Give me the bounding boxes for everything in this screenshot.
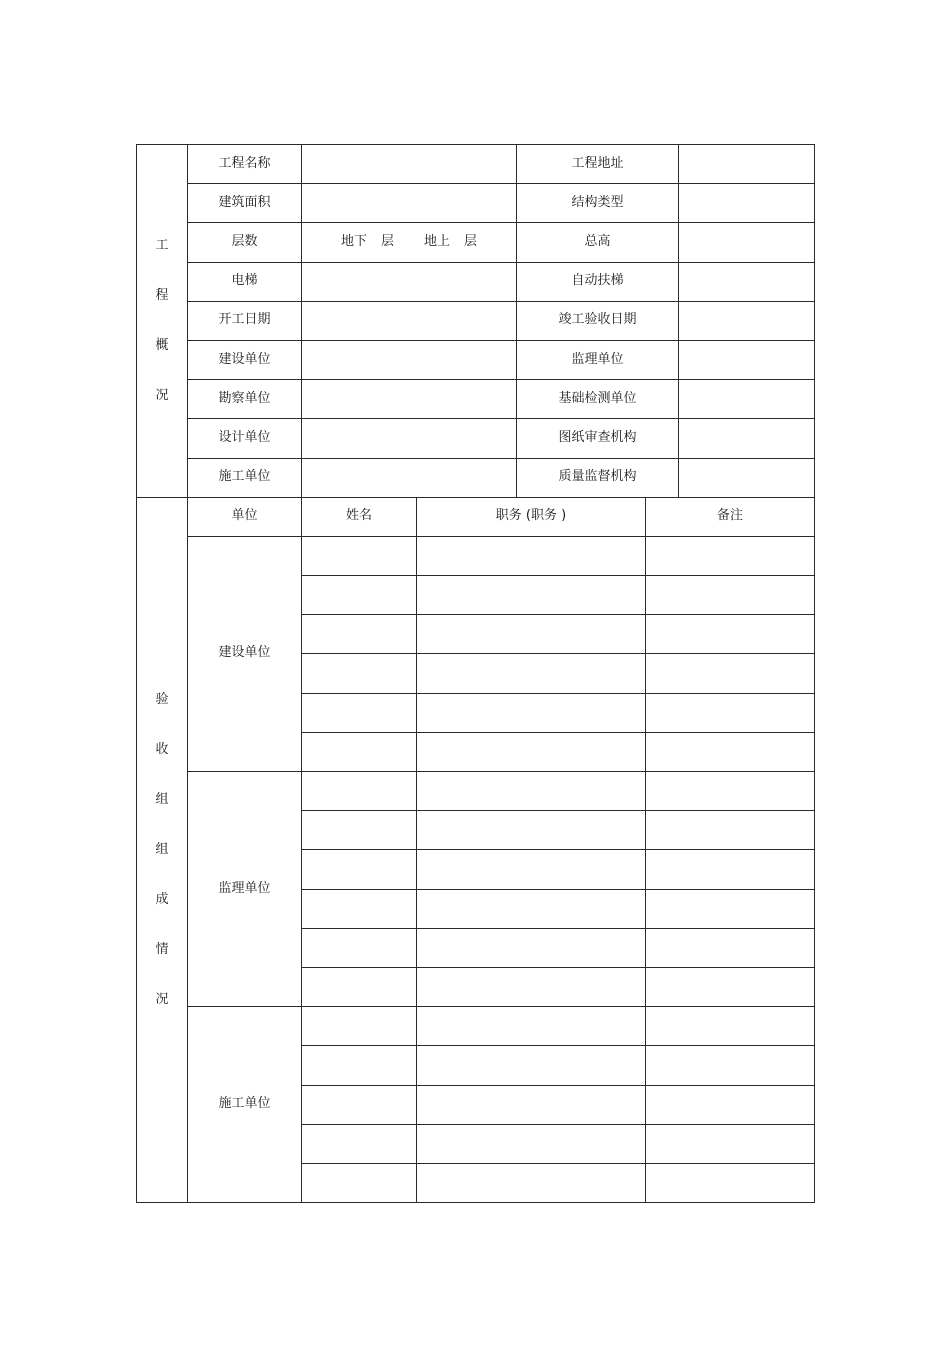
client-unit-label: 建设单位 — [188, 340, 302, 379]
foundation-test-unit-label: 基础检测单位 — [517, 380, 679, 419]
team-header-remarks: 备注 — [646, 497, 815, 536]
remarks-field[interactable] — [646, 1046, 815, 1085]
drawing-review-field[interactable] — [679, 419, 815, 458]
overview-side-header — [137, 145, 188, 498]
team-side-char: 情 — [155, 941, 169, 957]
position-field[interactable] — [417, 693, 646, 732]
overview-side-char: 工 — [155, 237, 169, 253]
position-field[interactable] — [417, 536, 646, 575]
name-field[interactable] — [302, 1007, 417, 1046]
client-unit-field[interactable] — [302, 340, 517, 379]
team-group-unit: 监理单位 — [188, 772, 302, 1007]
drawing-review-label: 图纸审查机构 — [517, 419, 679, 458]
start-date-field[interactable] — [302, 301, 517, 340]
remarks-field[interactable] — [646, 1085, 815, 1124]
name-field[interactable] — [302, 615, 417, 654]
position-field[interactable] — [417, 967, 646, 1006]
overview-side-char: 概 — [155, 337, 169, 353]
position-field[interactable] — [417, 850, 646, 889]
remarks-field[interactable] — [646, 693, 815, 732]
position-field[interactable] — [417, 654, 646, 693]
remarks-field[interactable] — [646, 967, 815, 1006]
remarks-field[interactable] — [646, 615, 815, 654]
team-group-unit: 施工单位 — [188, 1007, 302, 1203]
project-address-field[interactable] — [679, 145, 815, 184]
overview-side-char: 程 — [155, 287, 169, 303]
name-field[interactable] — [302, 1163, 417, 1202]
position-field[interactable] — [417, 811, 646, 850]
elevator-label: 电梯 — [188, 262, 302, 301]
position-field[interactable] — [417, 1046, 646, 1085]
remarks-field[interactable] — [646, 928, 815, 967]
team-side-char: 组 — [155, 841, 169, 857]
supervision-unit-field[interactable] — [679, 340, 815, 379]
floors-underground-text: 地下 — [340, 233, 367, 249]
name-field[interactable] — [302, 654, 417, 693]
name-field[interactable] — [302, 732, 417, 771]
elevator-field[interactable] — [302, 262, 517, 301]
overview-side-char: 况 — [155, 387, 169, 403]
escalator-label: 自动扶梯 — [517, 262, 679, 301]
team-header-name: 姓名 — [302, 497, 417, 536]
floors-underground-unit: 层 — [380, 233, 394, 249]
name-field[interactable] — [302, 576, 417, 615]
remarks-field[interactable] — [646, 811, 815, 850]
construction-unit-label: 施工单位 — [188, 458, 302, 497]
remarks-field[interactable] — [646, 889, 815, 928]
team-side-char: 况 — [155, 991, 169, 1007]
team-side-char: 收 — [155, 741, 169, 757]
position-field[interactable] — [417, 576, 646, 615]
project-name-label: 工程名称 — [188, 145, 302, 184]
name-field[interactable] — [302, 1085, 417, 1124]
survey-unit-field[interactable] — [302, 380, 517, 419]
name-field[interactable] — [302, 536, 417, 575]
quality-supervision-label: 质量监督机构 — [517, 458, 679, 497]
escalator-field[interactable] — [679, 262, 815, 301]
building-area-label: 建筑面积 — [188, 184, 302, 223]
design-unit-label: 设计单位 — [188, 419, 302, 458]
name-field[interactable] — [302, 889, 417, 928]
building-area-field[interactable] — [302, 184, 517, 223]
team-side-char: 组 — [155, 791, 169, 807]
supervision-unit-label: 监理单位 — [517, 340, 679, 379]
floors-aboveground-unit: 层 — [464, 233, 478, 249]
position-field[interactable] — [417, 772, 646, 811]
construction-unit-field[interactable] — [302, 458, 517, 497]
remarks-field[interactable] — [646, 1163, 815, 1202]
team-header-unit: 单位 — [188, 497, 302, 536]
position-field[interactable] — [417, 1085, 646, 1124]
position-field[interactable] — [417, 889, 646, 928]
start-date-label: 开工日期 — [188, 301, 302, 340]
remarks-field[interactable] — [646, 654, 815, 693]
floors-label: 层数 — [188, 223, 302, 262]
project-form-table — [136, 144, 815, 1203]
position-field[interactable] — [417, 1007, 646, 1046]
name-field[interactable] — [302, 1046, 417, 1085]
name-field[interactable] — [302, 967, 417, 1006]
remarks-field[interactable] — [646, 536, 815, 575]
floors-field[interactable] — [302, 223, 517, 262]
remarks-field[interactable] — [646, 1007, 815, 1046]
remarks-field[interactable] — [646, 576, 815, 615]
position-field[interactable] — [417, 615, 646, 654]
position-field[interactable] — [417, 928, 646, 967]
total-height-label: 总高 — [517, 223, 679, 262]
floors-aboveground-text: 地上 — [424, 233, 451, 249]
completion-date-field[interactable] — [679, 301, 815, 340]
project-address-label: 工程地址 — [517, 145, 679, 184]
remarks-field[interactable] — [646, 1124, 815, 1163]
remarks-field[interactable] — [646, 850, 815, 889]
name-field[interactable] — [302, 928, 417, 967]
position-field[interactable] — [417, 732, 646, 771]
team-group-unit: 建设单位 — [188, 536, 302, 771]
completion-date-label: 竣工验收日期 — [517, 301, 679, 340]
survey-unit-label: 勘察单位 — [188, 380, 302, 419]
name-field[interactable] — [302, 693, 417, 732]
foundation-test-unit-field[interactable] — [679, 380, 815, 419]
name-field[interactable] — [302, 811, 417, 850]
name-field[interactable] — [302, 1124, 417, 1163]
team-header-position: 职务 (职务 ) — [417, 497, 646, 536]
team-side-char: 验 — [155, 691, 169, 707]
name-field[interactable] — [302, 850, 417, 889]
position-field[interactable] — [417, 1163, 646, 1202]
remarks-field[interactable] — [646, 732, 815, 771]
team-side-char: 成 — [155, 891, 169, 907]
team-side-header — [137, 497, 188, 1202]
design-unit-field[interactable] — [302, 419, 517, 458]
name-field[interactable] — [302, 772, 417, 811]
position-field[interactable] — [417, 1124, 646, 1163]
structure-type-label: 结构类型 — [517, 184, 679, 223]
structure-type-field[interactable] — [679, 184, 815, 223]
quality-supervision-field[interactable] — [679, 458, 815, 497]
remarks-field[interactable] — [646, 772, 815, 811]
total-height-field[interactable] — [679, 223, 815, 262]
project-name-field[interactable] — [302, 145, 517, 184]
